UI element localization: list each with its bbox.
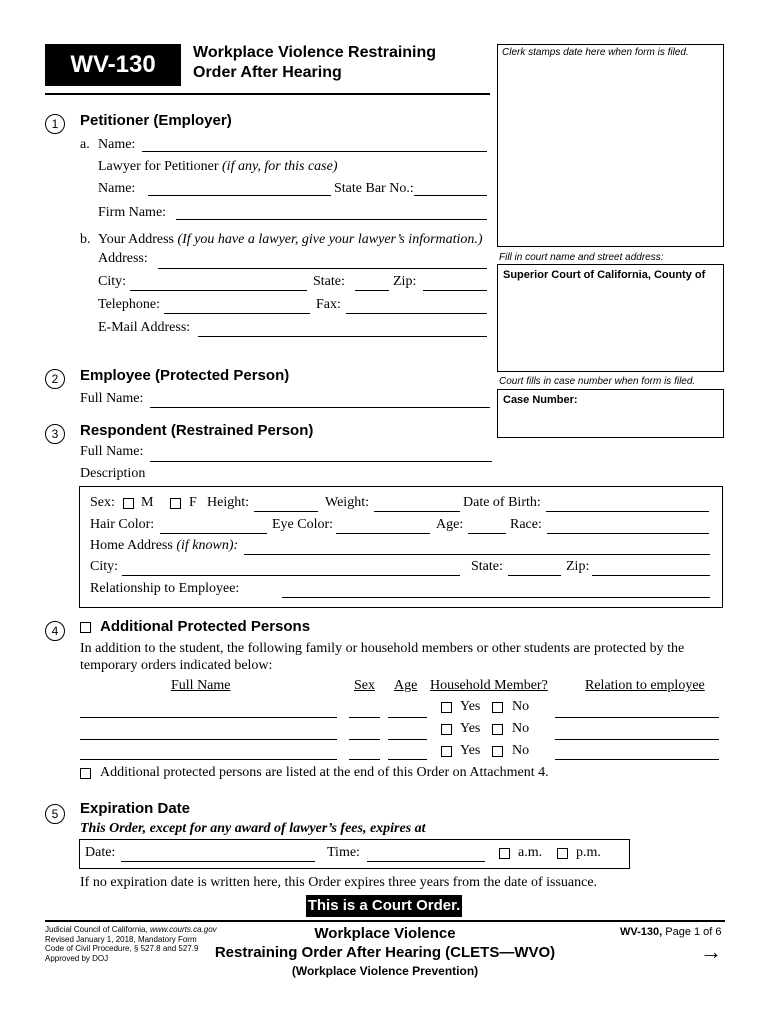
state-label: State: (313, 274, 345, 289)
section-5-subtitle: This Order, except for any award of lawyer’s fees, expires at (80, 821, 426, 836)
person-2-relation-field[interactable] (555, 725, 719, 740)
hair-color-label: Hair Color: (90, 517, 155, 532)
description-label: Description (80, 466, 146, 481)
person-2-name-field[interactable] (80, 725, 337, 740)
petitioner-name-field[interactable] (142, 137, 487, 152)
race-label: Race: (510, 517, 542, 532)
sex-m-checkbox[interactable] (123, 498, 134, 509)
employee-full-name-label: Full Name: (80, 391, 144, 406)
email-field[interactable] (198, 322, 487, 337)
address-field[interactable] (158, 254, 487, 269)
person-1-yes-label: Yes (460, 699, 481, 714)
header-rule (45, 93, 490, 95)
section-1-title: Petitioner (Employer) (80, 112, 232, 129)
footer-title-line3: (Workplace Violence Prevention) (291, 964, 479, 978)
section-5-title: Expiration Date (80, 800, 191, 817)
footer-council: Judicial Council of California, (45, 925, 148, 934)
height-field[interactable] (254, 497, 318, 512)
case-box-caption: Court fills in case number when form is filed. (499, 376, 696, 387)
home-address-line (90, 538, 238, 554)
pm-label: p.m. (576, 845, 601, 860)
section-1-a-letter: a. (80, 137, 90, 152)
person-3-sex-field[interactable] (349, 745, 380, 760)
attachment-4-text: Additional protected persons are listed at the end of this Order on Attachment 4. (100, 765, 549, 780)
height-label: Height: (207, 495, 249, 510)
section-3-number: 3 (45, 424, 65, 444)
section-4-intro-line2: temporary orders indicated below: (80, 658, 273, 673)
hair-color-field[interactable] (160, 519, 267, 534)
person-3-name-field[interactable] (80, 745, 337, 760)
section-4-intro-line1: In addition to the student, the following family or household members or other students are protected by the (80, 641, 685, 656)
person-1-sex-field[interactable] (349, 703, 380, 718)
person-3-relation-field[interactable] (555, 745, 719, 760)
respondent-city-field[interactable] (122, 561, 460, 576)
footer-left (45, 925, 217, 963)
lawyer-note: (if any, for this case) (222, 159, 338, 174)
col-relation: Relation to employee (585, 678, 705, 693)
footer-rule (45, 920, 725, 922)
footer-title-line1: Workplace Violence (314, 925, 456, 942)
relationship-label: Relationship to Employee: (90, 581, 240, 596)
person-3-age-field[interactable] (388, 745, 427, 760)
footer-page-info (620, 926, 722, 938)
person-2-yes-label: Yes (460, 721, 481, 736)
fax-field[interactable] (346, 299, 487, 314)
additional-persons-checkbox[interactable] (80, 622, 91, 633)
respondent-state-label: State: (471, 559, 503, 574)
address-label: Address: (98, 251, 148, 266)
respondent-zip-field[interactable] (592, 561, 710, 576)
race-field[interactable] (547, 519, 709, 534)
footer-left-line2: Revised January 1, 2018, Mandatory Form (45, 934, 197, 944)
address-note: (If you have a lawyer, give your lawyer’s information.) (177, 232, 483, 247)
attachment-4-checkbox[interactable] (80, 768, 91, 779)
am-checkbox[interactable] (499, 848, 510, 859)
clerk-stamp-caption: Clerk stamps date here when form is filed. (502, 47, 689, 58)
email-label: E-Mail Address: (98, 320, 191, 335)
weight-field[interactable] (374, 497, 460, 512)
court-box-caption: Fill in court name and street address: (499, 252, 664, 263)
respondent-zip-label: Zip: (566, 559, 590, 574)
col-full-name: Full Name (171, 678, 231, 693)
zip-field[interactable] (423, 276, 487, 291)
firm-name-label: Firm Name: (98, 205, 167, 220)
expiration-time-label: Time: (327, 845, 360, 860)
petitioner-name-label: Name: (98, 137, 136, 152)
firm-name-field[interactable] (176, 205, 487, 220)
person-1-no-label: No (512, 699, 530, 714)
home-address-field[interactable] (244, 540, 710, 555)
section-4-number: 4 (45, 621, 65, 641)
section-4-title: Additional Protected Persons (100, 618, 311, 635)
respondent-city-label: City: (90, 559, 119, 574)
home-address-label: Home Address (90, 538, 173, 553)
age-field[interactable] (468, 519, 506, 534)
pm-checkbox[interactable] (557, 848, 568, 859)
eye-color-label: Eye Color: (272, 517, 334, 532)
person-1-name-field[interactable] (80, 703, 337, 718)
section-2-title: Employee (Protected Person) (80, 367, 290, 384)
section-3-title: Respondent (Restrained Person) (80, 422, 314, 439)
section-1-number: 1 (45, 114, 65, 134)
eye-color-field[interactable] (336, 519, 430, 534)
zip-label: Zip: (393, 274, 417, 289)
footer-left-line4: Approved by DOJ (45, 953, 109, 963)
respondent-state-field[interactable] (508, 561, 561, 576)
city-field[interactable] (130, 276, 307, 291)
footer-form-id: WV-130, (620, 926, 663, 938)
fax-label: Fax: (316, 297, 341, 312)
default-expiration-text: If no expiration date is written here, this Order expires three years from the date of issuance. (80, 875, 598, 890)
form-title-line1: Workplace Violence Restraining (193, 44, 437, 61)
relationship-field[interactable] (282, 583, 710, 598)
col-household: Household Member? (430, 678, 548, 693)
section-1-b-letter: b. (80, 232, 91, 247)
next-page-arrow-icon[interactable]: → (700, 939, 722, 964)
person-2-sex-field[interactable] (349, 725, 380, 740)
expiration-time-field[interactable] (367, 847, 485, 862)
person-3-no-checkbox[interactable] (492, 746, 503, 757)
telephone-field[interactable] (164, 299, 310, 314)
footer-left-line1 (45, 925, 217, 935)
person-2-no-label: No (512, 721, 530, 736)
person-2-age-field[interactable] (388, 725, 427, 740)
lawyer-name-label: Name: (98, 181, 136, 196)
state-field[interactable] (355, 276, 389, 291)
footer-website[interactable]: www.courts.ca.gov (149, 925, 217, 934)
lawyer-line (98, 159, 338, 175)
footer-title-line2: Restraining Order After Hearing (CLETS—WVO) (214, 944, 556, 961)
state-bar-field[interactable] (414, 181, 487, 196)
expiration-date-label: Date: (85, 845, 116, 860)
address-heading: Your Address (98, 232, 174, 247)
person-1-relation-field[interactable] (555, 703, 719, 718)
sex-label: Sex: (90, 495, 115, 510)
col-age: Age (394, 678, 418, 693)
person-1-no-checkbox[interactable] (492, 702, 503, 713)
address-heading-line (98, 232, 483, 248)
person-3-yes-checkbox[interactable] (441, 746, 452, 757)
telephone-label: Telephone: (98, 297, 160, 312)
case-number-label: Case Number: (503, 394, 578, 406)
person-1-yes-checkbox[interactable] (441, 702, 452, 713)
court-order-banner: This is a Court Order. (306, 895, 462, 917)
clerk-stamp-box (497, 44, 724, 247)
employee-full-name-field[interactable] (150, 393, 490, 408)
footer-page-number: Page 1 of 6 (665, 926, 722, 938)
weight-label: Weight: (325, 495, 369, 510)
dob-label: Date of Birth: (463, 495, 541, 510)
col-sex: Sex (354, 678, 375, 693)
respondent-full-name-field[interactable] (150, 447, 492, 462)
section-5-number: 5 (45, 804, 65, 824)
person-1-age-field[interactable] (388, 703, 427, 718)
age-label: Age: (436, 517, 464, 532)
form-title-line2: Order After Hearing (193, 64, 342, 81)
court-name-label: Superior Court of California, County of (503, 269, 706, 281)
expiration-date-field[interactable] (121, 847, 315, 862)
section-2-number: 2 (45, 369, 65, 389)
state-bar-label: State Bar No.: (334, 181, 414, 196)
sex-f-checkbox[interactable] (170, 498, 181, 509)
lawyer-name-field[interactable] (148, 181, 331, 196)
form-id-badge: WV-130 (45, 44, 181, 86)
sex-f-label: F (189, 495, 197, 510)
person-3-yes-label: Yes (460, 743, 481, 758)
respondent-full-name-label: Full Name: (80, 444, 144, 459)
dob-field[interactable] (546, 497, 709, 512)
lawyer-label: Lawyer for Petitioner (98, 159, 219, 174)
sex-m-label: M (141, 495, 154, 510)
am-label: a.m. (518, 845, 543, 860)
person-2-yes-checkbox[interactable] (441, 724, 452, 735)
city-label: City: (98, 274, 127, 289)
home-address-note: (if known): (176, 538, 239, 553)
case-number-box[interactable] (497, 389, 724, 438)
court-name-box[interactable] (497, 264, 724, 372)
person-3-no-label: No (512, 743, 530, 758)
person-2-no-checkbox[interactable] (492, 724, 503, 735)
footer-left-line3: Code of Civil Procedure, § 527.8 and 527.9 (45, 944, 199, 953)
